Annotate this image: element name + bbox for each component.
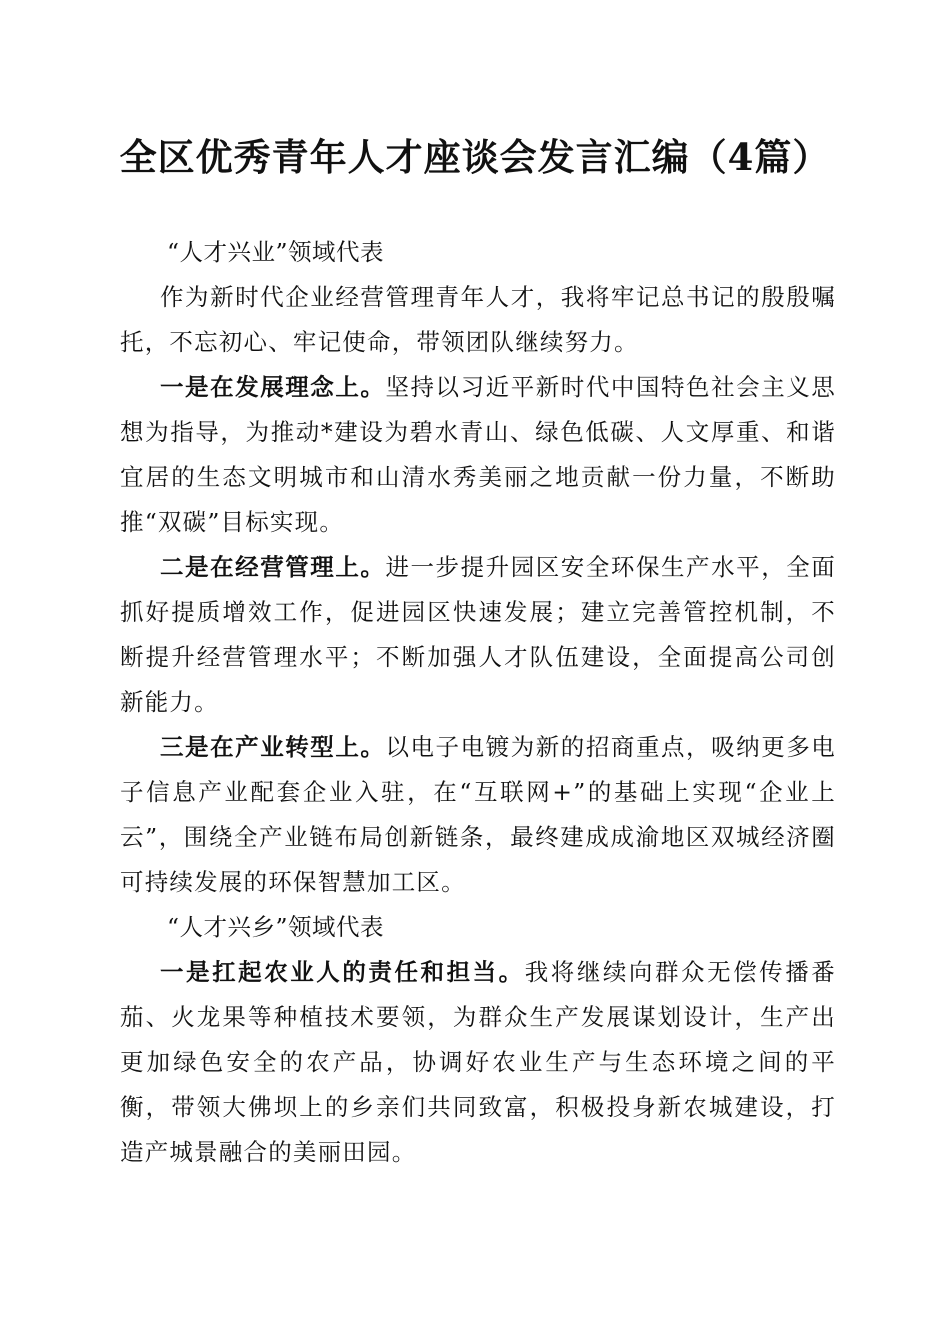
paragraph-text: 作为新时代企业经营管理青年人才，我将牢记总书记的殷殷嘱托，不忘初心、牢记使命，带领团队继续努力。 [120,283,836,356]
section-heading: “人才兴业”领域代表 [167,238,385,266]
paragraph [120,950,836,1175]
paragraph-lead: 三是在产业转型上。 [160,733,386,761]
document-body [120,230,836,1175]
paragraph-text: 我将继续向群众无偿传播番茄、火龙果等种植技术要领，为群众生产发展谋划设计，生产出更加绿色安全的农产品，协调好农业生产与生态环境之间的平衡，带领大佛坝上的乡亲们共同致富，积极投身新农城建设，打造产城景融合的美丽田园。 [120,958,836,1166]
paragraph [120,545,836,725]
paragraph [120,275,836,365]
paragraph-lead: 一是在发展理念上。 [160,373,386,401]
paragraph [120,365,836,545]
paragraph-text: 进一步提升园区安全环保生产水平，全面抓好提质增效工作，促进园区快速发展；建立完善管控机制，不断提升经营管理水平；不断加强人才队伍建设，全面提高公司创新能力。 [120,553,836,716]
document-title: 全区优秀青年人才座谈会发言汇编（4篇） [119,135,831,179]
paragraph-lead: 一是扛起农业人的责任和担当。 [160,958,525,986]
paragraph [120,725,836,905]
paragraph-lead: 二是在经营管理上。 [160,553,386,581]
section-heading: “人才兴乡”领域代表 [167,913,385,941]
paragraph-text: 以电子电镀为新的招商重点，吸纳更多电子信息产业配套企业入驻，在“互联网+”的基础上实现“企业上云”，围绕全产业链布局创新链条，最终建成成渝地区双城经济圈可持续发展的环保智慧加工区。 [120,733,836,896]
paragraph-text: 坚持以习近平新时代中国特色社会主义思想为指导，为推动*建设为碧水青山、绿色低碳、人文厚重、和谐宜居的生态文明城市和山清水秀美丽之地贡献一份力量，不断助推“双碳”目标实现。 [120,373,836,536]
